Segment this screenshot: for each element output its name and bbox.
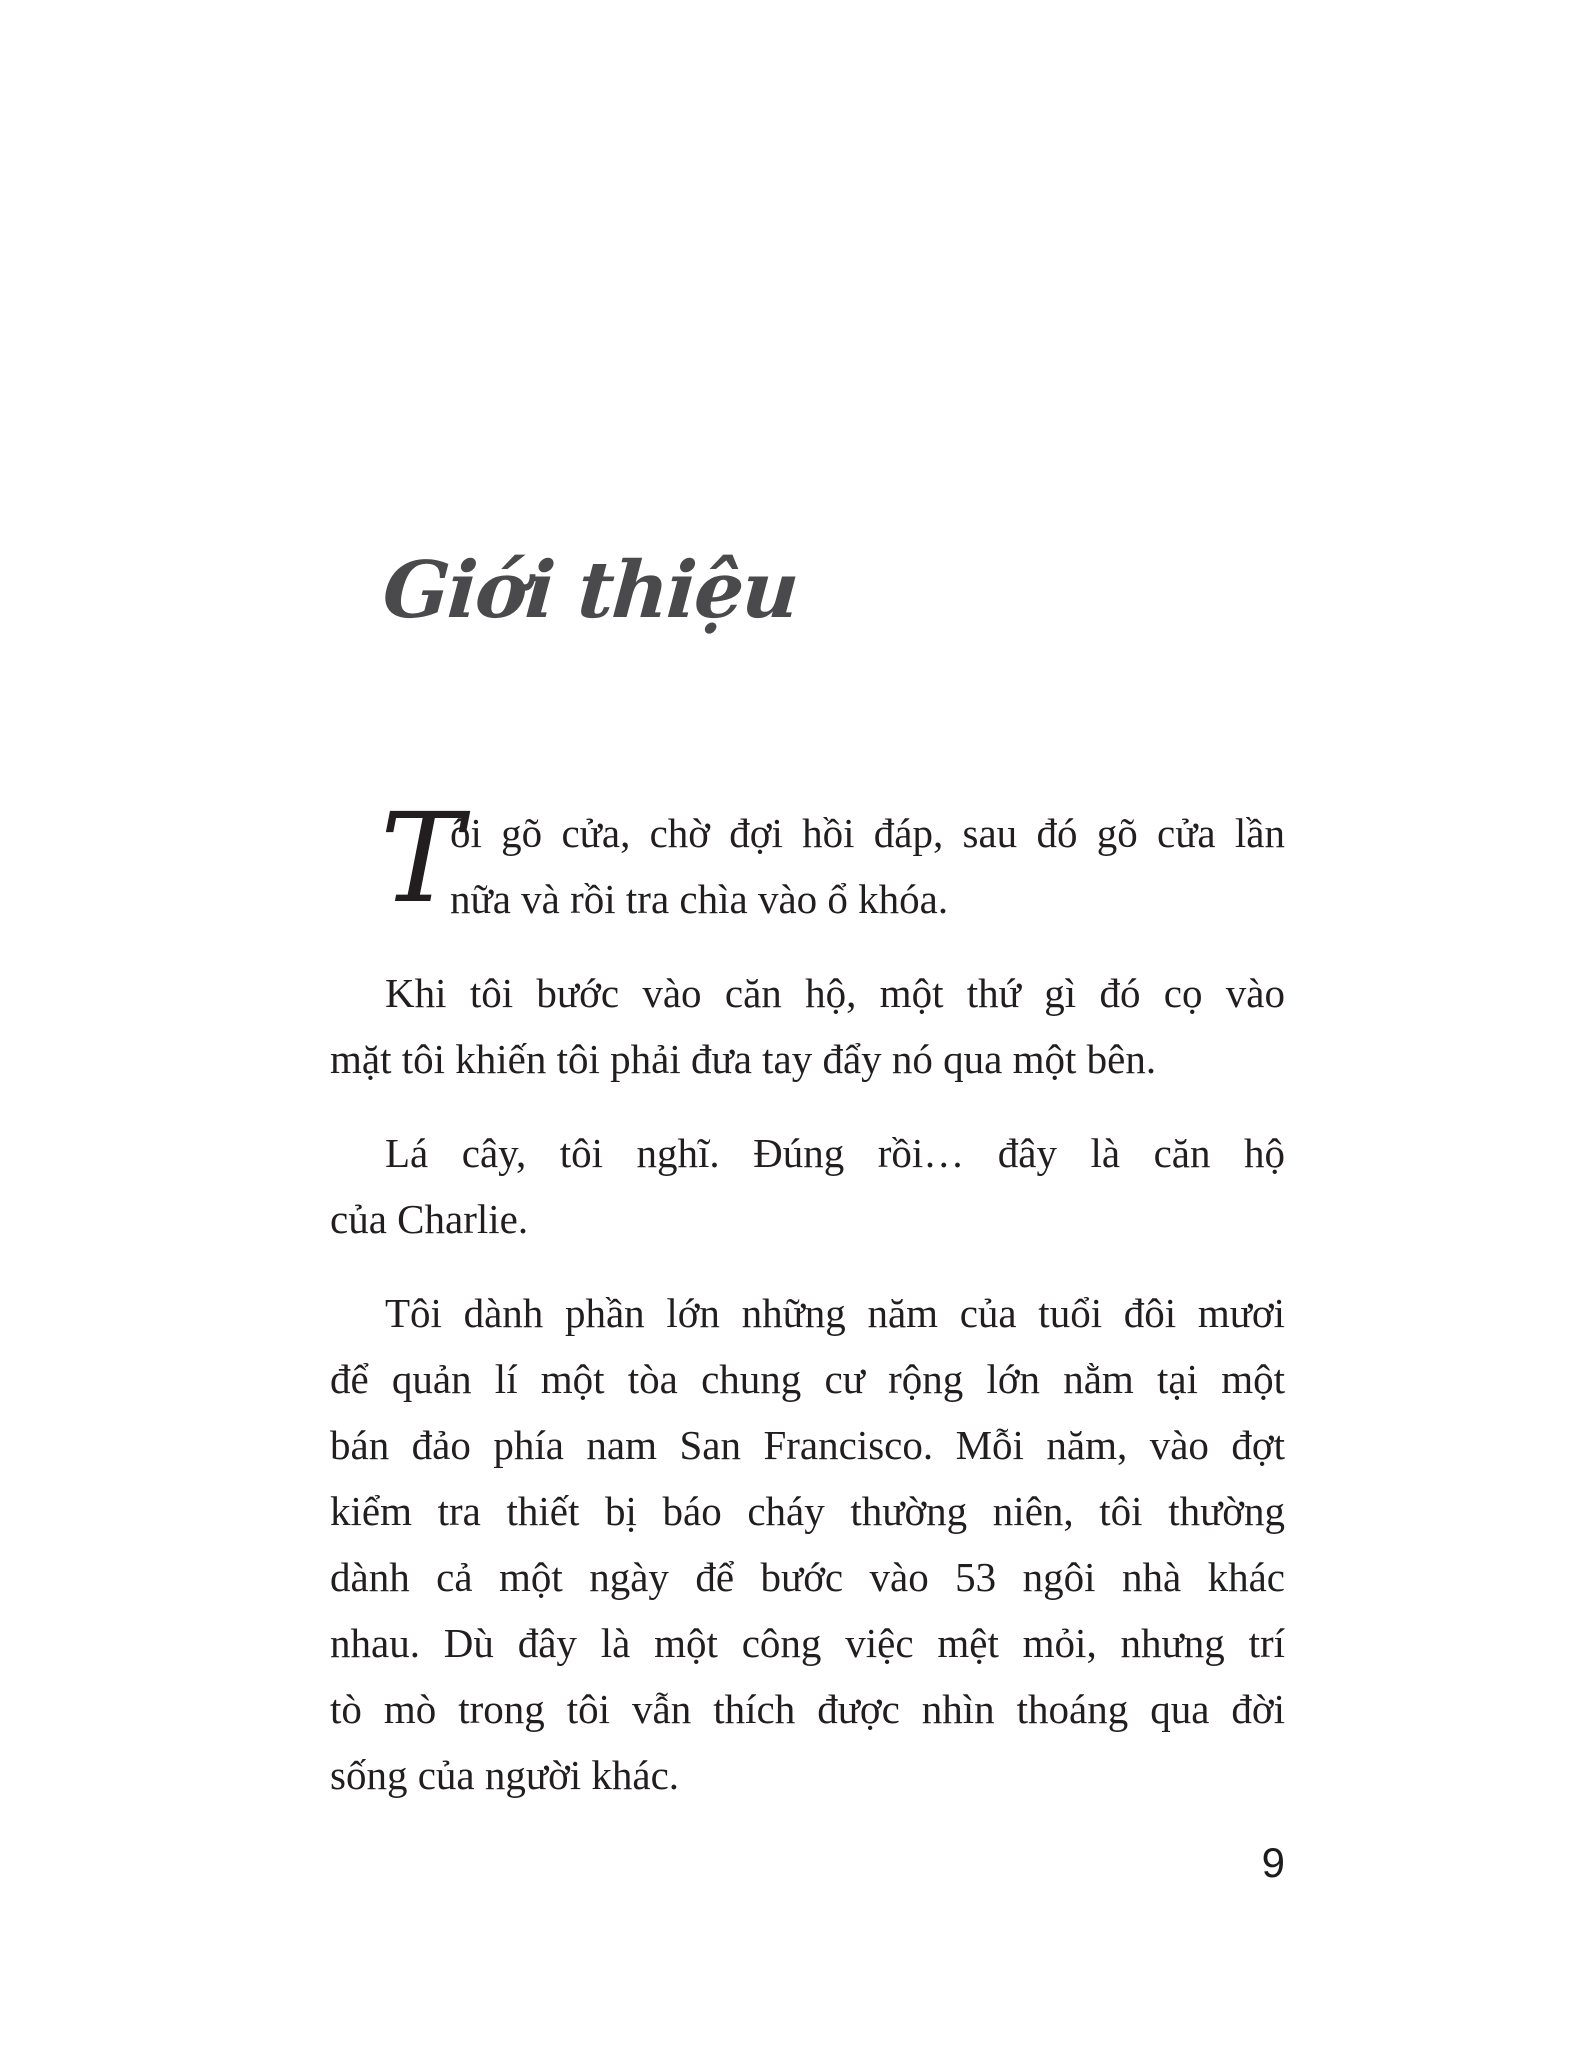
- page-number: 9: [1261, 1839, 1285, 1886]
- text-line: Tôi dành phần lớn những năm của tuổi đôi mươi: [385, 1290, 1285, 1336]
- paragraphs: [330, 787, 1285, 1808]
- text-line: để quản lí một tòa chung cư rộng lớn nằm tại một: [330, 1356, 1285, 1402]
- text-line: mặt tôi khiến tôi phải đưa tay đẩy nó qua một bên.: [330, 1036, 1157, 1082]
- paragraph: [330, 1280, 1285, 1808]
- text-line: nữa và rồi tra chìa vào ổ khóa.: [450, 876, 949, 922]
- paragraph: [330, 960, 1285, 1092]
- text-line: kiểm tra thiết bị báo cháy thường niên, tôi thường: [330, 1488, 1285, 1534]
- text-line: ôi gõ cửa, chờ đợi hồi đáp, sau đó gõ cửa lần: [450, 810, 1285, 856]
- paragraph: [330, 787, 1285, 932]
- text-line: nhau. Dù đây là một công việc mệt mỏi, nhưng trí: [330, 1620, 1285, 1666]
- drop-cap: T: [380, 787, 463, 931]
- text-line: Khi tôi bước vào căn hộ, một thứ gì đó cọ vào: [385, 970, 1285, 1016]
- text-line: dành cả một ngày để bước vào 53 ngôi nhà khác: [330, 1554, 1285, 1600]
- body-text: [330, 787, 1285, 1808]
- text-line: bán đảo phía nam San Francisco. Mỗi năm, vào đợt: [330, 1422, 1285, 1468]
- chapter-title: Giới thiệu: [380, 545, 801, 636]
- text-line: sống của người khác.: [330, 1752, 680, 1798]
- text-line: tò mò trong tôi vẫn thích được nhìn thoáng qua đời: [330, 1686, 1285, 1732]
- text-line: của Charlie.: [330, 1196, 529, 1242]
- paragraph: [330, 1120, 1285, 1252]
- text-line: Lá cây, tôi nghĩ. Đúng rồi… đây là căn hộ: [385, 1130, 1285, 1176]
